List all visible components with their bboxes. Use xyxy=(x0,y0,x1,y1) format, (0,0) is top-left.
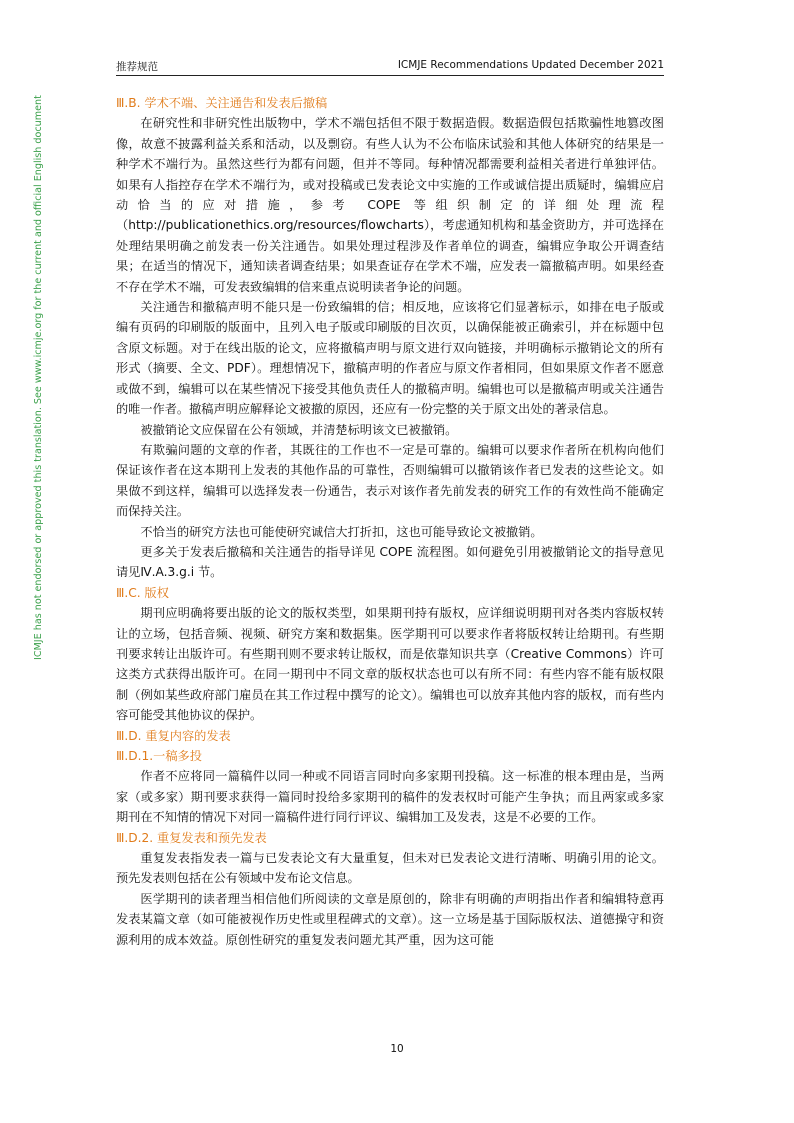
paragraph: 重复发表指发表一篇与已发表论文有大量重复，但未对已发表论文进行清晰、明确引用的论文。预先发表则包括在公有领域中发布论文信息。 xyxy=(116,851,664,886)
paragraph: 被撤销论文应保留在公有领域，并清楚标明该文已被撤销。 xyxy=(140,422,458,437)
section-heading: Ⅲ.B. 学术不端、关注通告和发表后撤稿 xyxy=(116,96,328,110)
page-header xyxy=(116,59,664,76)
paragraph: 医学期刊的读者理当相信他们所阅读的文章是原创的，除非有明确的声明指出作者和编辑特意再发表某篇文章（如可能被视作历史性或里程碑式的文章）。这一立场是基于国际版权法、道德操守和资源利用的成本效益。原创性研究的重复发表问题尤其严重，因为这可能 xyxy=(116,891,664,947)
paragraph: 不恰当的研究方法也可能使研究诚信大打折扣，这也可能导致论文被撤销。 xyxy=(140,524,543,539)
document-body xyxy=(116,93,664,950)
paragraph: 在研究性和非研究性出版物中，学术不端包括但不限于数据造假。数据造假包括欺骗性地篡改图像，故意不披露利益关系和活动，以及剽窃。有些人认为不公布临床试验和其他人体研究的结果是一种学术不端行为。虽然这些行为都有问题，但并不等同。每种情况都需要利益相关者进行单独评估。如果有人指控存在学术不端行为，或对投稿或已发表论文中实施的工作或诚信提出质疑时，编辑应启动恰当的应对措施，参考 COPE 等组织制定的详细处理流程（http://publicationethics.org/resources/flowcharts），考虑通知机构和基金资助方，并可选择在处理结果明确之前发表一份关注通告。如果处理过程涉及作者单位的调查，编辑应争取公开调查结果；在适当的情况下，通知读者调查结果；如果查证存在学术不端，应发表一篇撤稿声明。如果经查不存在学术不端，可发表致编辑的信来重点说明读者争论的问题。 xyxy=(116,116,664,294)
header-left-title: 推荐规范 xyxy=(116,61,158,73)
paragraph: 关注通告和撤稿声明不能只是一份致编辑的信；相反地，应该将它们显著标示，如排在电子版或编有页码的印刷版的版面中，且列入电子版或印刷版的目次页，以确保能被正确索引，并在标题中包含原文标题。对于在线出版的论文，应将撤稿声明与原文进行双向链接，并明确标示撤销论文的所有形式（摘要、全文、PDF）。理想情况下，撤稿声明的作者应与原文作者相同，但如果原文作者不愿意或做不到，编辑可以在某些情况下接受其他负责任人的撤稿声明。编辑也可以是撤稿声明或关注通告的唯一作者。撤稿声明应解释论文被撤的原因，还应有一份完整的关于原文出处的著录信息。 xyxy=(116,300,664,417)
paragraph: 有欺骗问题的文章的作者，其既往的工作也不一定是可靠的。编辑可以要求作者所在机构向他们保证该作者在这本期刊上发表的其他作品的可靠性，否则编辑可以撤销该作者已发表的这些论文。如果做不到这样，编辑可以选择发表一份通告，表示对该作者先前发表的研究工作的有效性尚不能确定而保持关注。 xyxy=(116,442,664,519)
header-right-title: ICMJE Recommendations Updated December 2021 xyxy=(397,59,664,71)
section-heading: Ⅲ.D. 重复内容的发表 xyxy=(116,728,231,743)
subsection-heading: Ⅲ.D.1.一稿多投 xyxy=(116,749,202,763)
section-heading: Ⅲ.C. 版权 xyxy=(116,585,169,600)
paragraph: 期刊应明确将要出版的论文的版权类型，如果期刊持有版权，应详细说明期刊对各类内容版权转让的立场，包括音频、视频、研究方案和数据集。医学期刊可以要求作者将版权转让给期刊。有些期刊要求转让出版许可。有些期刊则不要求转让版权，而是依靠知识共享（Creative Commons）许可这类方式获得出版许可。在同一期刊中不同文章的版权状态也可以有所不同：有些内容不能有版权限制（例如某些政府部门雇员在其工作过程中撰写的论文）。编辑也可以放弃其他内容的版权，而有些内容可能受其他协议的保护。 xyxy=(116,606,664,723)
page-number: 10 xyxy=(390,1043,404,1055)
side-disclaimer-text: ICMJE has not endorsed or approved this translation. See www.icmje.org for the current and official English document xyxy=(33,95,44,660)
paragraph: 更多关于发表后撤稿和关注通告的指导详见 COPE 流程图。如何避免引用被撤销论文的指导意见请见Ⅳ.A.3.g.i 节。 xyxy=(116,544,664,580)
subsection-heading: Ⅲ.D.2. 重复发表和预先发表 xyxy=(116,830,267,845)
paragraph: 作者不应将同一篇稿件以同一种或不同语言同时向多家期刊投稿。这一标准的根本理由是，当两家（或多家）期刊要求获得一篇同时投给多家期刊的稿件的发表权时可能产生争执；而且两家或多家期刊在不知情的情况下对同一篇稿件进行同行评议、编辑加工及发表，这是不必要的工作。 xyxy=(116,769,664,825)
